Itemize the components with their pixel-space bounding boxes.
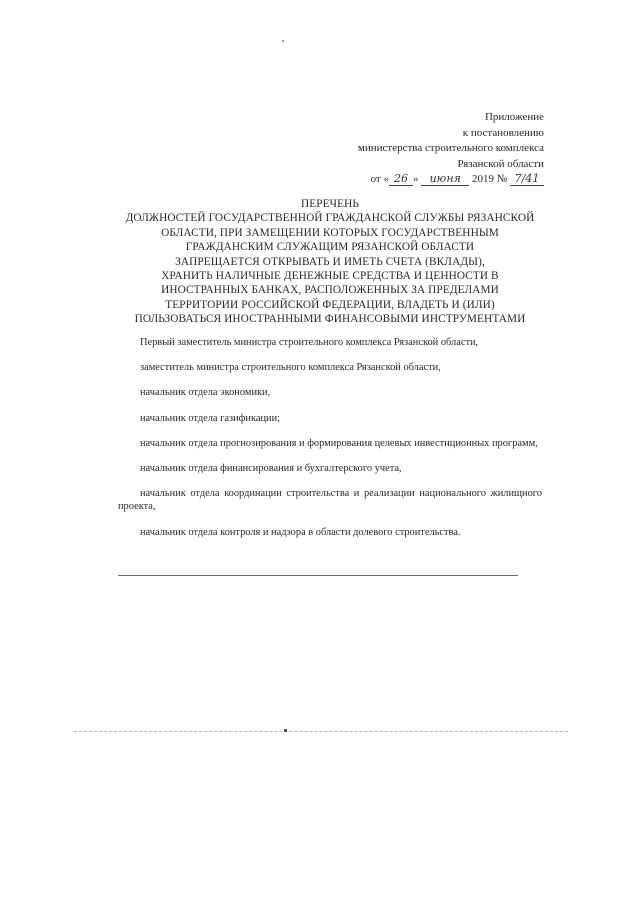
title-line: ТЕРРИТОРИИ РОССИЙСКОЙ ФЕДЕРАЦИИ, ВЛАДЕТЬ И (ИЛИ) xyxy=(165,298,495,311)
scan-dotted-line xyxy=(74,731,568,732)
position-item: заместитель министра строительного комплекса Рязанской области, xyxy=(140,362,441,374)
scan-mark xyxy=(284,729,287,732)
date-prefix: от « xyxy=(370,173,389,185)
appendix-line-4: Рязанской области xyxy=(457,157,544,170)
scan-speck xyxy=(282,40,284,42)
position-item: начальник отдела контроля и надзора в области долевого строительства. xyxy=(140,526,461,538)
appendix-line-3: министерства строительного комплекса xyxy=(357,142,544,154)
appendix-block xyxy=(284,110,544,188)
appendix-line-1: Приложение xyxy=(484,111,544,123)
title-line: ИНОСТРАННЫХ БАНКАХ, РАСПОЛОЖЕННЫХ ЗА ПРЕДЕЛАМИ xyxy=(161,284,499,297)
title-line: ХРАНИТЬ НАЛИЧНЫЕ ДЕНЕЖНЫЕ СРЕДСТВА И ЦЕННОСТИ В xyxy=(161,270,499,283)
positions-list xyxy=(118,336,542,539)
appendix-date-line xyxy=(284,172,544,188)
date-mid: » xyxy=(413,173,419,185)
position-item: начальник отдела экономики, xyxy=(140,387,271,399)
title-line: ГРАЖДАНСКИМ СЛУЖАЩИМ РЯЗАНСКОЙ ОБЛАСТИ xyxy=(185,241,475,254)
document-title xyxy=(100,197,560,327)
appendix-line-2: к постановлению xyxy=(462,126,544,139)
handwritten-number: 7/41 xyxy=(510,173,544,186)
position-item: Первый заместитель министра строительного комплекса Рязанской области, xyxy=(140,337,479,348)
position-item: начальник отдела прогнозирования и формирования целевых инвестиционных программ, xyxy=(140,437,538,449)
title-heading: ПЕРЕЧЕНЬ xyxy=(301,198,359,210)
position-item: начальник отдела координации строительства и реализации национального жилищного проекта, xyxy=(118,488,542,513)
end-rule xyxy=(118,575,518,576)
title-line: ОБЛАСТИ, ПРИ ЗАМЕЩЕНИИ КОТОРЫХ ГОСУДАРСТВЕННЫМ xyxy=(161,226,499,239)
handwritten-day: 26 xyxy=(389,173,413,186)
title-line: ПОЛЬЗОВАТЬСЯ ИНОСТРАННЫМИ ФИНАНСОВЫМИ ИНСТРУМЕНТАМИ xyxy=(134,313,526,326)
position-item: начальник отдела газификации; xyxy=(140,412,281,424)
title-line: ДОЛЖНОСТЕЙ ГОСУДАРСТВЕННОЙ ГРАЖДАНСКОЙ СЛУЖБЫ РЯЗАНСКОЙ xyxy=(125,212,535,225)
date-year: 2019 № xyxy=(472,173,508,185)
title-line: ЗАПРЕЩАЕТСЯ ОТКРЫВАТЬ И ИМЕТЬ СЧЕТА (ВКЛАДЫ), xyxy=(175,255,485,268)
handwritten-month: июня xyxy=(421,173,469,186)
position-item: начальник отдела финансирования и бухгалтерского учета, xyxy=(140,463,402,475)
